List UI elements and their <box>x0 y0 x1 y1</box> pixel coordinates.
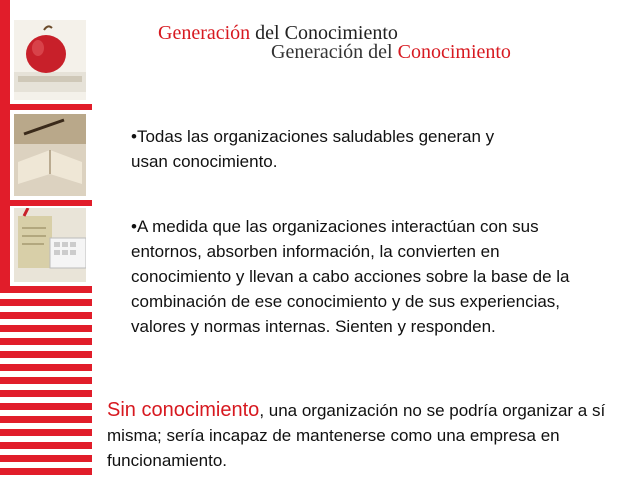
red-separator <box>0 200 92 206</box>
closing-paragraph <box>107 398 627 473</box>
open-book-photo <box>14 114 86 196</box>
bullet-marker: • <box>131 217 137 236</box>
bullet-paragraph-2 <box>131 214 591 339</box>
closing-text: , una organización no se podría organizar a sí misma; sería incapaz de mantenerse como una empresa en funcionamiento. <box>107 401 606 470</box>
decorative-sidebar <box>0 0 92 479</box>
title-rest: del Conocimiento <box>250 22 398 44</box>
closing-lead-phrase: Sin conocimiento <box>107 399 260 421</box>
bullet-marker: • <box>131 127 137 146</box>
bullet-paragraph-1 <box>131 124 521 174</box>
title-rest: Generación del <box>271 41 398 63</box>
bullet-text: A medida que las organizaciones interactúan con sus entornos, absorben información, la convierten en conocimiento y llevan a cabo acciones sobre la base de la combinación de ese conocimiento y de sus experiencias, valores y normas internas. Sienten y responden. <box>131 217 570 336</box>
title-accent-word: Conocimiento <box>397 41 511 63</box>
bullet-text: Todas las organizaciones saludables generan y usan conocimiento. <box>131 127 495 171</box>
notebook-keyboard-photo <box>14 208 86 282</box>
slide-title-secondary <box>271 41 511 64</box>
red-separator <box>0 104 92 110</box>
apple-books-photo <box>14 20 86 100</box>
red-stripes-pattern <box>0 286 92 479</box>
title-accent-word: Generación <box>158 22 251 44</box>
